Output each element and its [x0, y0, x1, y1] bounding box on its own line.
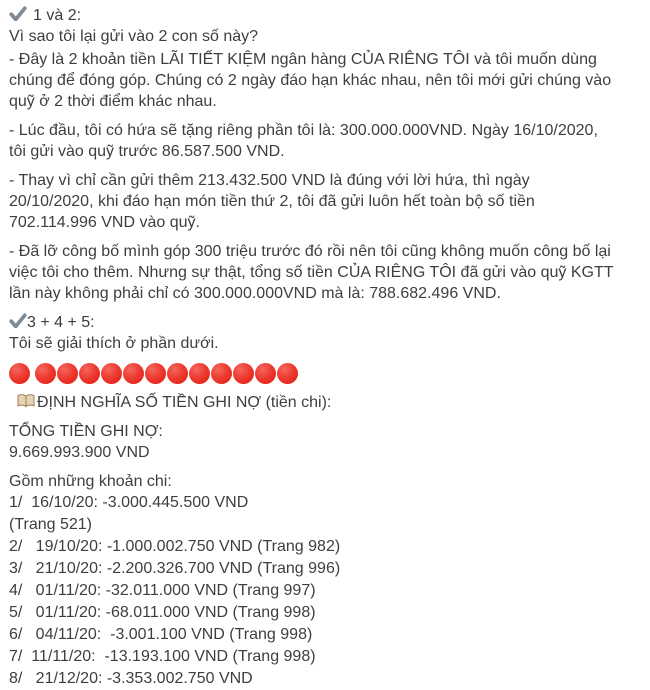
- total-debit: [9, 421, 642, 463]
- question-line: Vì sao tôi lại gửi vào 2 con số này?: [9, 28, 259, 45]
- section-heading-3-4-5: [9, 312, 642, 333]
- total-debit-value: 9.669.993.900 VND: [9, 444, 150, 461]
- red-circle-icon: [35, 363, 56, 384]
- debit-entry-line: 6/ 04/11/20: -3.001.100 VND (Trang 998): [9, 626, 313, 643]
- total-debit-label: TỔNG TIỀN GHI NỢ:: [9, 423, 163, 440]
- debit-entry-line: 1/ 16/10/20: -3.000.445.500 VND: [9, 494, 249, 511]
- paragraphs: [9, 49, 642, 304]
- debit-entry-line: 5/ 01/11/20: -68.011.000 VND (Trang 998): [9, 604, 316, 621]
- debit-entry-line: 2/ 19/10/20: -1.000.002.750 VND (Trang 982): [9, 538, 341, 555]
- red-circle-icon: [9, 363, 30, 384]
- debit-entry-line: 7/ 11/11/20: -13.193.100 VND (Trang 998): [9, 648, 316, 665]
- checkmark-icon: [9, 313, 27, 328]
- red-circle-icon: [255, 363, 276, 384]
- section-heading-text: 3 + 4 + 5:: [27, 314, 95, 331]
- red-circle-divider: [9, 362, 642, 386]
- open-book-icon: [16, 393, 36, 409]
- definition-title-line: [9, 392, 642, 413]
- paragraph: - Đã lỡ công bố mình góp 300 triệu trước đó rồi nên tôi cũng không muốn công bố lại việc tôi cho thêm. Nhưng sự thật, tổng số tiền CỦA RIÊNG TÔI đã gửi vào quỹ KGTT lần này không phải chỉ có 300.000.000VND mà là: 788.682.496 VND.: [9, 243, 614, 302]
- red-circle-icon: [123, 363, 144, 384]
- debit-entry-line: 4/ 01/11/20: -32.011.000 VND (Trang 997): [9, 582, 316, 599]
- red-circle-icon: [145, 363, 166, 384]
- section-heading-text: 1 và 2:: [33, 7, 82, 24]
- debit-entry-line: 8/ 21/12/20: -3.353.002.750 VND: [9, 670, 253, 687]
- red-circle-icon: [167, 363, 188, 384]
- red-circle-icon: [277, 363, 298, 384]
- debit-entries: [9, 492, 642, 690]
- paragraph: - Thay vì chỉ cần gửi thêm 213.432.500 VND là đúng với lời hứa, thì ngày 20/10/2020, khi đáo hạn món tiền thứ 2, tôi đã gửi luôn hết toàn bộ số tiền 702.114.996 VND vào quỹ.: [9, 172, 535, 231]
- red-circle-icon: [233, 363, 254, 384]
- list-intro: Gồm những khoản chi:: [9, 473, 172, 490]
- red-circle-icon: [211, 363, 232, 384]
- red-circle-icon: [101, 363, 122, 384]
- paragraph: - Đây là 2 khoản tiền LÃI TIẾT KIỆM ngân hàng CỦA RIÊNG TÔI và tôi muốn dùng chúng để đóng góp. Chúng có 2 ngày đáo hạn khác nhau, nên tôi mới gửi chúng vào quỹ ở 2 thời điểm khác nhau.: [9, 51, 612, 110]
- red-circle-icon: [79, 363, 100, 384]
- checkmark-icon: [9, 6, 27, 21]
- red-circle-icon: [57, 363, 78, 384]
- debit-entry-line: (Trang 521): [9, 516, 92, 533]
- section-body: Tôi sẽ giải thích ở phần dưới.: [9, 335, 219, 352]
- paragraph: - Lúc đầu, tôi có hứa sẽ tặng riêng phần tôi là: 300.000.000VND. Ngày 16/10/2020, tôi gửi vào quỹ trước 86.587.500 VND.: [9, 122, 598, 160]
- red-circle-icon: [189, 363, 210, 384]
- debit-entry-line: 3/ 21/10/20: -2.200.326.700 VND (Trang 996): [9, 560, 341, 577]
- section-heading-1-2: [9, 5, 642, 26]
- definition-title: ĐỊNH NGHĨA SỐ TIỀN GHI NỢ (tiền chi):: [37, 394, 332, 411]
